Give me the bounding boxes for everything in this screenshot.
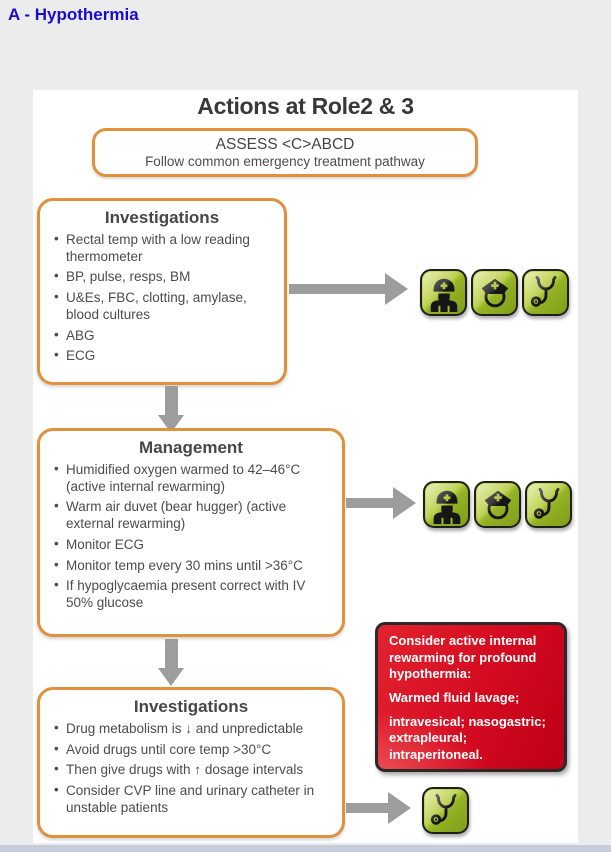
list-item: • Warm air duvet (bear hugger) (active external rewarming)	[53, 499, 334, 532]
list-item: • ECG	[53, 348, 276, 365]
list-item: • ABG	[53, 328, 276, 345]
responder-icons-row-1	[420, 269, 569, 316]
box-title: Investigations	[133, 697, 249, 716]
flow-arrow-right-head	[393, 487, 416, 519]
nurse-icon	[474, 481, 521, 528]
list-item: • Then give drugs with ↑ dosage intervals	[53, 762, 334, 779]
warning-box	[375, 622, 567, 772]
box-title: Investigations	[104, 208, 220, 227]
management-list	[40, 462, 342, 612]
stethoscope-icon	[525, 481, 572, 528]
flow-arrow-down	[165, 639, 178, 669]
medic-icon	[420, 269, 467, 316]
list-item: • U&Es, FBC, clotting, amylase, blood cultures	[53, 290, 276, 323]
nurse-icon	[471, 269, 518, 316]
flow-arrow-right-head	[385, 273, 408, 305]
flow-arrow-right	[289, 284, 385, 294]
box-title: Management	[139, 438, 243, 457]
investigations-box-1	[37, 198, 287, 385]
list-item: • Monitor ECG	[53, 537, 334, 554]
list-item: • If hypoglycaemia present correct with IV 50% glucose	[53, 578, 334, 611]
investigations-list-1	[40, 232, 284, 365]
flow-arrow-down	[165, 386, 178, 416]
doc-section-title: A - Hypothermia	[8, 5, 139, 24]
investigations-box-2	[37, 687, 345, 838]
list-item: • Consider CVP line and urinary catheter in unstable patients	[53, 783, 334, 816]
list-item: • Rectal temp with a low reading thermometer	[53, 232, 276, 265]
assess-line-2: Follow common emergency treatment pathway	[145, 154, 425, 170]
warning-text: intravesical; nasogastric; extrapleural; intraperitoneal.	[389, 713, 546, 762]
medic-icon	[423, 481, 470, 528]
list-item: • Humidified oxygen warmed to 42–46°C (active internal rewarming)	[53, 462, 334, 495]
warning-text: Warmed fluid lavage;	[389, 689, 520, 705]
responder-icons-row-2	[423, 481, 572, 528]
warning-text: Consider active internal rewarming for profound hypothermia:	[389, 633, 537, 682]
assess-line-1: ASSESS <C>ABCD	[215, 135, 355, 153]
flow-arrow-right-head	[388, 792, 411, 824]
flowchart-title: Actions at Role2 & 3	[197, 93, 414, 119]
flow-arrow-right	[346, 498, 393, 508]
list-item: • Avoid drugs until core temp >30°C	[53, 742, 334, 759]
assess-box	[92, 128, 478, 177]
management-box	[37, 428, 345, 637]
stethoscope-icon	[422, 787, 469, 834]
stethoscope-icon	[522, 269, 569, 316]
responder-icons-row-3	[422, 787, 469, 834]
list-item: • Monitor temp every 30 mins until >36°C	[53, 558, 334, 575]
list-item: • Drug metabolism is ↓ and unpredictable	[53, 721, 334, 738]
flow-arrow-down-head	[158, 668, 184, 686]
bottom-divider	[0, 845, 611, 852]
algorithm-sheet	[33, 90, 578, 843]
investigations-list-2	[40, 721, 342, 817]
list-item: • BP, pulse, resps, BM	[53, 269, 276, 286]
flow-arrow-right	[346, 803, 388, 813]
